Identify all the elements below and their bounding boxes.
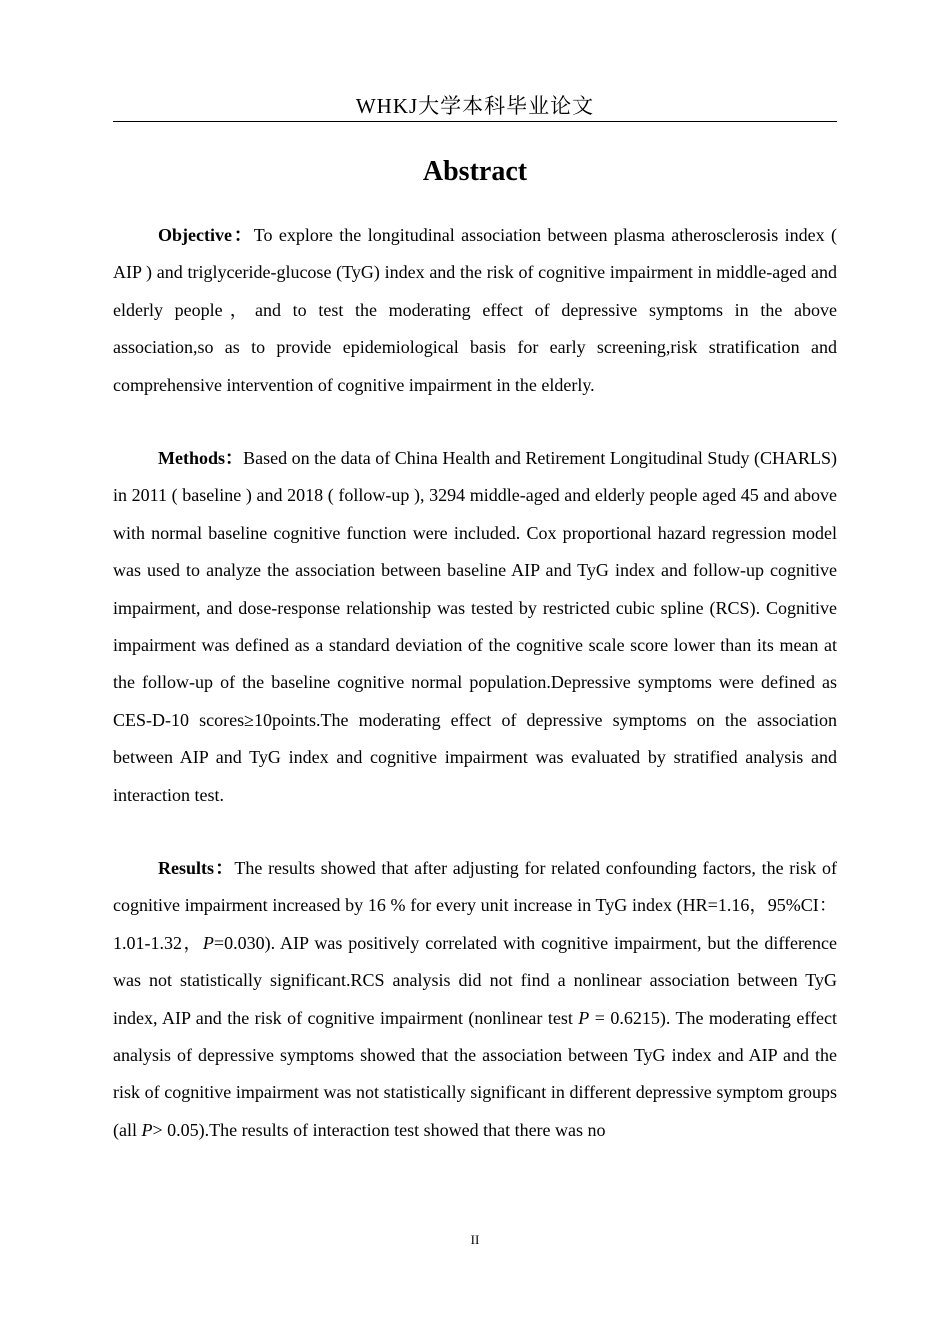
results-text-4: > 0.05).The results of interaction test showed that there was no bbox=[152, 1119, 606, 1140]
methods-label: Methods： bbox=[158, 448, 244, 468]
results-text-2: =0.030). AIP was positively correlated with cognitive impairment, but the difference was not statistically significant.RCS analysis did not find a nonlinear association between TyG index, AIP and the risk of cognitive impairment (nonlinear test bbox=[113, 932, 837, 1028]
p-symbol: P bbox=[141, 1119, 153, 1140]
page-number: II bbox=[470, 1232, 480, 1247]
objective-label: Objective： bbox=[158, 225, 254, 245]
header-rule bbox=[113, 121, 837, 122]
objective-text: To explore the longitudinal association between plasma atherosclerosis index ( AIP ) and triglyceride-glucose (TyG) index and the risk of cognitive impairment in middle-aged and elderly people，and to test the moderating effect of depressive symptoms in the above association,so as to provide epidemiological basis for early screening,risk stratification and comprehensive intervention of cognitive impairment in the elderly. bbox=[113, 225, 838, 395]
methods-paragraph bbox=[113, 440, 837, 814]
results-text-3: = 0.6215). The moderating effect analysis of depressive symptoms showed that the association between TyG index and AIP and the risk of cognitive impairment was not statistically significant in different depressive symptom groups (all bbox=[113, 1007, 837, 1140]
p-symbol: P bbox=[202, 932, 214, 953]
results-label: Results： bbox=[158, 858, 235, 878]
methods-text: Based on the data of China Health and Retirement Longitudinal Study (CHARLS) in 2011 ( baseline ) and 2018 ( follow-up ), 3294 middle-aged and elderly people aged 45 and above with normal baseline cognitive function were included. Cox proportional hazard regression model was used to analyze the association between baseline AIP and TyG index and follow-up cognitive impairment, and dose-response relationship was tested by restricted cubic spline (RCS). Cognitive impairment was defined as a standard deviation of the cognitive scale score lower than its mean at the follow-up of the baseline cognitive normal population.Depressive symptoms were defined as CES-D-10 scores≥10points.The moderating effect of depressive symptoms on the association between AIP and TyG index and cognitive impairment was evaluated by stratified analysis and interaction test. bbox=[113, 448, 837, 805]
abstract-title: Abstract bbox=[422, 156, 528, 187]
results-text-1: The results showed that after adjusting for related confounding factors, the risk of cognitive impairment increased by 16 % for every unit increase in TyG index (HR=1.16，95%CI：1.01-1.32， bbox=[113, 858, 837, 953]
objective-paragraph bbox=[113, 217, 837, 404]
running-header: WHKJ大学本科毕业论文 bbox=[355, 94, 595, 118]
p-symbol: P bbox=[578, 1007, 590, 1028]
results-paragraph bbox=[113, 850, 837, 1149]
